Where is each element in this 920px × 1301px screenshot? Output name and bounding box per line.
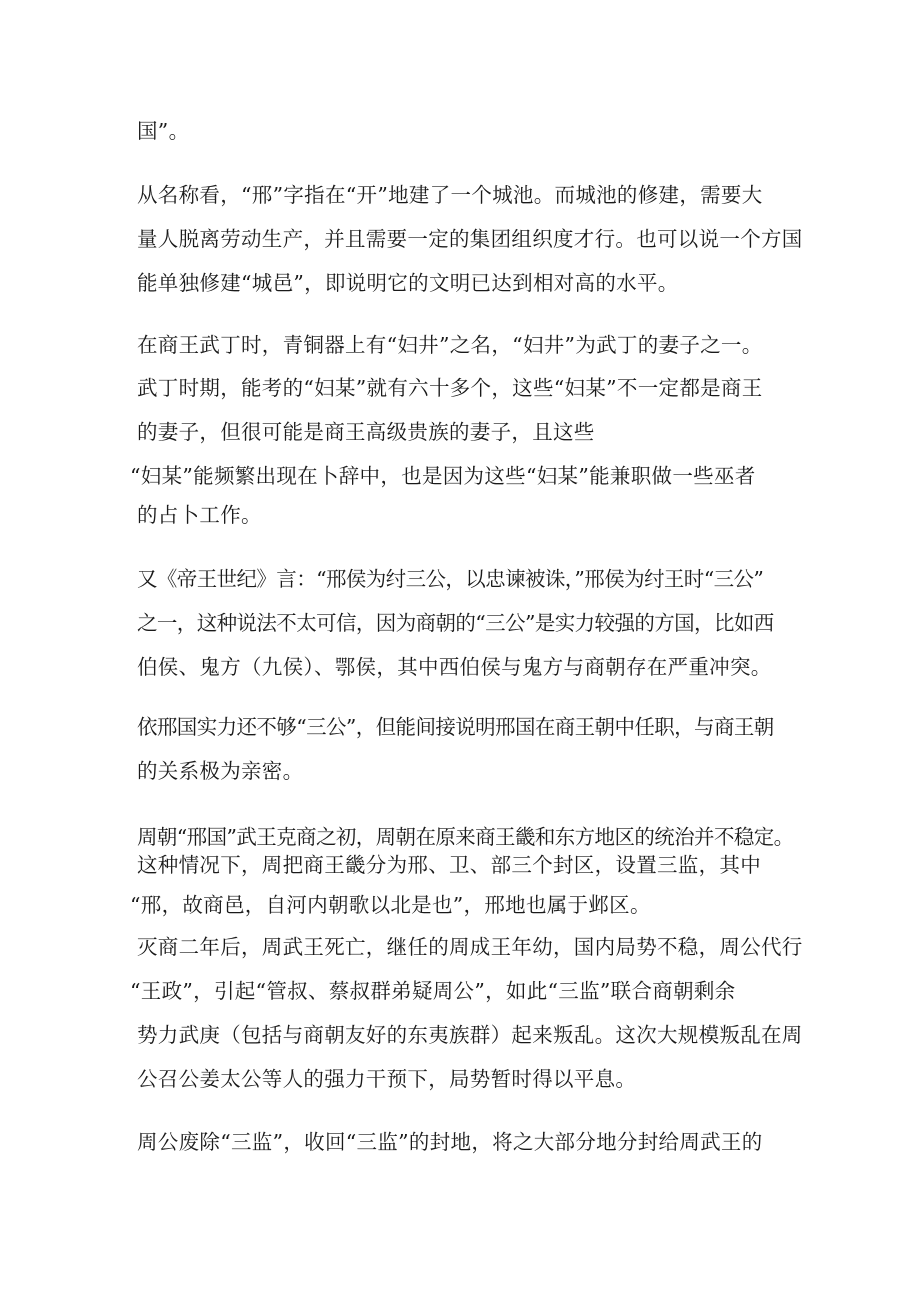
paragraph-line: 伯侯、鬼方（九侯）、鄂侯，其中西伯侯与鬼方与商朝存在严重冲突。 xyxy=(137,655,772,679)
paragraph-line: “妇某”能频繁出现在卜辞中，也是因为这些“妇某”能兼职做一些巫者 xyxy=(130,464,756,488)
paragraph-line: 势力武庚（包括与商朝友好的东夷族群）起来叛乱。这次大规模叛乱在周 xyxy=(137,1023,803,1047)
paragraph-line: 能单独修建“城邑”，即说明它的文明已达到相对高的水平。 xyxy=(137,271,679,295)
paragraph-line: 武丁时期，能考的“妇某”就有六十多个，这些“妇某”不一定都是商王 xyxy=(137,376,763,400)
paragraph-line: 的妻子，但很可能是商王高级贵族的妻子，且这些 xyxy=(137,420,595,444)
paragraph-line: “邢，故商邑，自河内朝歌以北是也”，邢地也属于邺区。 xyxy=(130,893,651,917)
paragraph-line: 公召公姜太公等人的强力干预下，局势暂时得以平息。 xyxy=(137,1067,637,1091)
paragraph-line: 国”。 xyxy=(137,119,190,143)
paragraph-line: 周朝“邢国”武王克商之初，周朝在原来商王畿和东方地区的统治并不稳定。 xyxy=(137,825,794,849)
paragraph-line: “王政”，引起“管叔、蔡叔群弟疑周公”，如此“三监”联合商朝剩余 xyxy=(130,979,736,1003)
paragraph-line: 又《帝王世纪》言：“邢侯为纣三公，以忠谏被诛，”邢侯为纣王时“三公” xyxy=(137,567,764,591)
paragraph-line: 依邢国实力还不够“三公”，但能间接说明邢国在商王朝中任职，与商王朝 xyxy=(137,715,774,739)
paragraph-line: 灭商二年后，周武王死亡，继任的周成王年幼，国内局势不稳，周公代行 xyxy=(137,935,803,959)
paragraph-line: 量人脱离劳动生产，并且需要一定的集团组织度才行。也可以说一个方国 xyxy=(137,227,803,251)
paragraph-line: 在商王武丁时，青铜器上有“妇井”之名，“妇井”为武丁的妻子之一。 xyxy=(137,333,763,357)
paragraph-line: 的占卜工作。 xyxy=(137,503,262,527)
paragraph-line: 从名称看，“邢”字指在“开”地建了一个城池。而城池的修建，需要大 xyxy=(137,183,763,207)
paragraph-line: 这种情况下，周把商王畿分为邢、卫、部三个封区，设置三监，其中 xyxy=(137,853,761,877)
paragraph-line: 周公废除“三监”，收回“三监”的封地，将之大部分地分封给周武王的 xyxy=(137,1130,763,1154)
paragraph-line: 之一，这种说法不太可信，因为商朝的“三公”是实力较强的方国，比如西 xyxy=(137,611,774,635)
paragraph-line: 的关系极为亲密。 xyxy=(137,759,304,783)
